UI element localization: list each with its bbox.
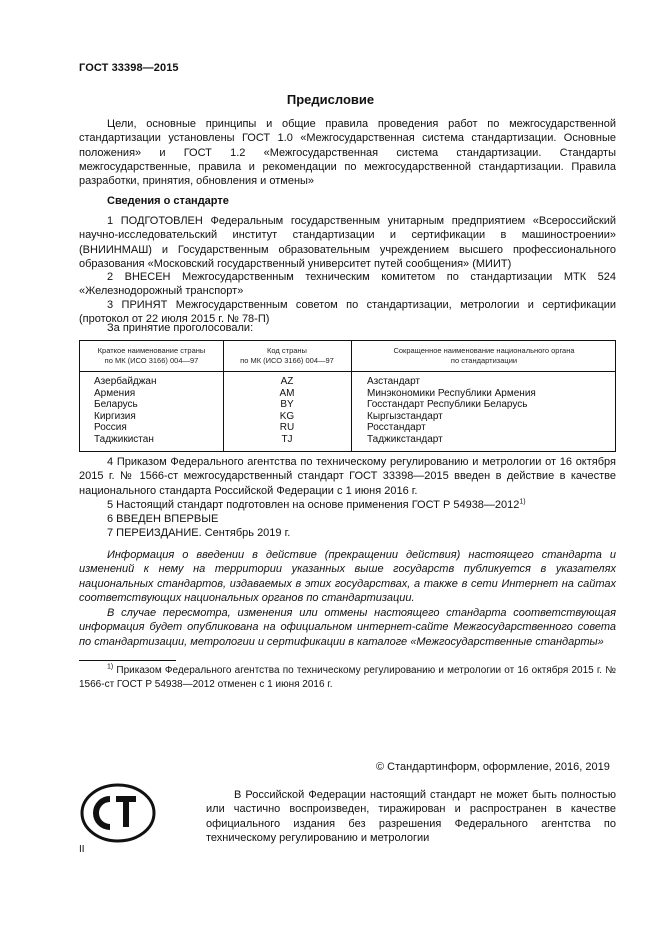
footnote: $^{1)}$ Приказом Федерального агентства по техническому регулированию и метрологии от 16 октября 2015 г. № 1566-ст ГОСТ Р 54938—2012 отменен с 1 июня 2016 г. [79, 663, 616, 690]
gost-r-certification-logo-icon [80, 783, 156, 843]
item-5-paragraph: 5 Настоящий стандарт подготовлен на основе применения ГОСТ Р 54938—2012$^{1)}$ [107, 498, 526, 511]
table-cell-country: Азербайджан Армения Беларусь Киргизия Россия Таджикистан [94, 376, 157, 445]
document-id-header: ГОСТ 33398—2015 [79, 62, 179, 74]
footnote-rule [79, 660, 176, 661]
table-header-body: Сокращенное наименование национального органа по стандартизации [393, 346, 575, 365]
vote-label: За принятие проголосовали: [107, 322, 254, 334]
item-2-paragraph: 2 ВНЕСЕН Межгосударственным техническим комитетом по стандартизации МТК 524 «Железнодорожный транспорт» [79, 271, 616, 298]
info-paragraph-2: В случае пересмотра, изменения или отмены настоящего стандарта соответствующая информация будет опубликована на официальном интернет-сайте Межгосударственного совета по стандартизации, метрологии и сертификации в каталоге «Межгосударственные стандарты» [79, 607, 616, 648]
page-number: II [79, 844, 85, 855]
table-cell-body: Азстандарт Минэкономики Республики Армения Госстандарт Республики Беларусь Кыргызстандарт Росстандарт Таджикстандарт [367, 376, 536, 445]
reproduction-notice: В Российской Федерации настоящий стандарт не может быть полностью или частично воспроизведен, тиражирован и распространен в качестве официального издания без разрешения Федерального агентства по техническому регулированию и метрологии [206, 789, 616, 844]
intro-paragraph: Цели, основные принципы и общие правила проведения работ по межгосударственной стандартизации установлены ГОСТ 1.0 «Межгосударственная система стандартизации. Основные положения» и ГОСТ 1.2 «Межгосударственная система стандартизации. Стандарты межгосударственные, правила и рекомендации по межгосударственной стандартизации. Правила разработки, принятия, обновления и отмены» [79, 118, 616, 188]
copyright: © Стандартинформ, оформление, 2016, 2019 [376, 761, 610, 773]
item-3-paragraph: 3 ПРИНЯТ Межгосударственным советом по стандартизации, метрологии и сертификации (протокол от 22 июля 2015 г. № 78-П) [79, 299, 616, 326]
table-header-country: Краткое наименование страны по МК (ИСО 3166) 004—97 [97, 346, 206, 365]
table-cell-code: AZ AM BY KG RU TJ [279, 376, 295, 445]
item-4-paragraph: 4 Приказом Федерального агентства по техническому регулированию и метрологии от 16 октября 2015 г. № 1566-ст межгосударственный стандарт ГОСТ 33398—2015 введен в действие в качестве национального стандарта Российской Федерации с 1 июня 2016 г. [79, 456, 616, 497]
item-1-paragraph: 1 ПОДГОТОВЛЕН Федеральным государственным унитарным предприятием «Всероссийский научно-исследовательский институт стандартизации и сертификации в машиностроении» (ВНИИНМАШ) и Государственным образовательным учреждением высшего профессионального образования «Московский государственный университет путей сообщения» (МИИТ) [79, 215, 616, 270]
item-7-paragraph: 7 ПЕРЕИЗДАНИЕ. Сентябрь 2019 г. [107, 527, 291, 539]
page-title: Предисловие [286, 92, 375, 107]
table-header-code: Код страны по МК (ИСО 3166) 004—97 [240, 346, 334, 365]
voting-table [79, 340, 616, 452]
section-title: Сведения о стандарте [107, 195, 229, 207]
info-paragraph-1: Информация о введении в действие (прекращении действия) настоящего стандарта и изменений к нему на территории указанных выше государств публикуется в указателях национальных стандартов, издаваемых в этих государствах, а также в сети Интернет на сайтах соответствующих национальных органов по стандартизации. [79, 549, 616, 604]
item-6-paragraph: 6 ВВЕДЕН ВПЕРВЫЕ [107, 513, 219, 525]
